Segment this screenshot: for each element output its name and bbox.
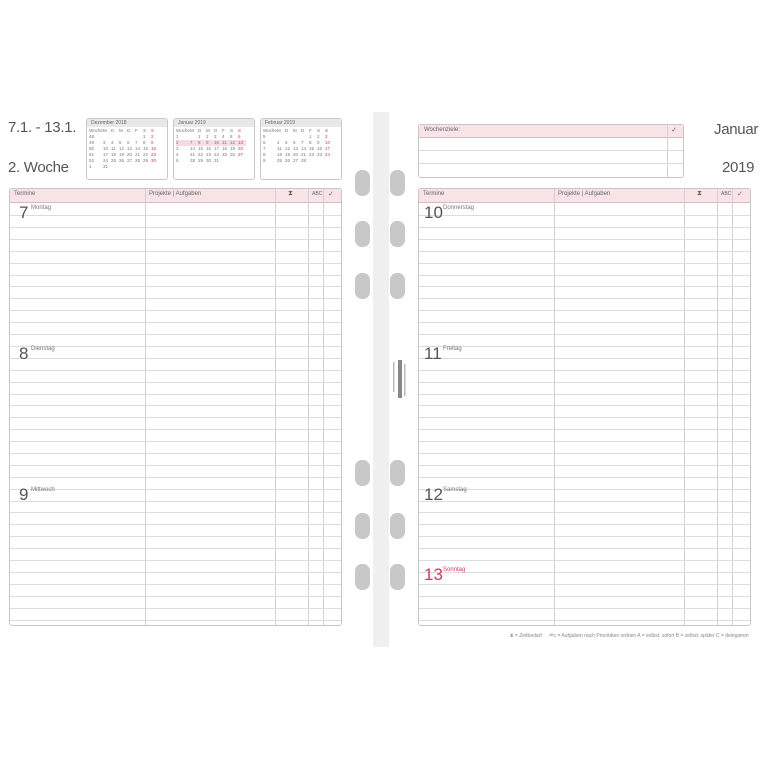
calendar-cell: 24 — [103, 158, 109, 163]
ruled-line — [10, 608, 341, 609]
ruled-line — [419, 322, 750, 323]
ruled-line — [10, 382, 341, 383]
ruled-line — [419, 572, 750, 573]
publisher-imprint — [391, 358, 409, 400]
calendar-cell — [317, 164, 325, 170]
binder-hole — [355, 513, 370, 539]
calendar-cell: 20 — [293, 152, 299, 157]
ruled-line — [419, 524, 750, 525]
binder-hole — [355, 221, 370, 247]
calendar-cell: 20 — [238, 146, 244, 151]
day-number: 7 — [19, 203, 29, 222]
calendar-cell: 19 — [230, 146, 236, 151]
calendar-cell: 7 — [190, 140, 198, 146]
calendar-cell: 29 — [198, 158, 204, 163]
calendar-cell: 1 — [176, 134, 179, 139]
calendar-cell: D — [127, 128, 131, 133]
calendar-cell: 9 — [206, 140, 214, 146]
ruled-line — [10, 275, 341, 276]
calendar-cell: F — [222, 128, 225, 133]
ruled-line — [419, 465, 750, 466]
calendar-cell: 18 — [111, 152, 117, 157]
calendar-cell: S — [230, 128, 234, 133]
ruled-line — [10, 536, 341, 537]
calendar-cell: 31 — [103, 164, 109, 169]
calendar-cell — [214, 164, 222, 170]
ruled-line — [10, 215, 341, 216]
legend-abc: = Aufgaben nach Prioritäten ordnen A = selbst, sofort B = selbst, später C = delegieren — [557, 633, 749, 639]
calendar-cell: D — [198, 128, 202, 133]
calendar-cell: 2 — [176, 140, 190, 146]
calendar-cell: 14 — [135, 146, 141, 151]
col-abc: ABC — [721, 191, 732, 197]
calendar-cell: 24 — [214, 152, 220, 157]
ruled-line — [10, 453, 341, 454]
ruled-line — [10, 227, 341, 228]
mini-calendar-december — [86, 118, 168, 180]
ruled-line — [10, 560, 341, 561]
calendar-cell — [309, 164, 317, 170]
col-projekte: Projekte | Aufgaben — [149, 191, 202, 197]
calendar-cell: S — [238, 128, 242, 133]
calendar-cell: 22 — [198, 152, 204, 157]
day-number: 10 — [424, 203, 443, 222]
calendar-cell: Woche — [263, 128, 277, 133]
calendar-cell: 9 — [317, 140, 320, 145]
ruled-line — [10, 346, 341, 347]
check-icon: ✓ — [671, 127, 677, 134]
week-label: 2. Woche — [8, 159, 69, 176]
ruled-line — [419, 620, 750, 621]
calendar-cell: 10 — [214, 140, 222, 146]
check-icon: ✓ — [737, 191, 743, 198]
ruled-line — [419, 382, 750, 383]
calendar-cell: 11 — [277, 146, 282, 151]
calendar-cell: 28 — [190, 158, 196, 163]
calendar-cell: 25 — [277, 158, 283, 163]
binder-hole — [390, 460, 405, 486]
calendar-cell: 1 — [89, 164, 92, 169]
legend-hourglass: = Zeitbedarf — [514, 633, 542, 639]
calendar-cell: 10 — [325, 140, 331, 145]
calendar-cell: 27 — [293, 158, 299, 163]
ruled-line — [419, 298, 750, 299]
calendar-cell: 18 — [277, 152, 283, 157]
ruled-line — [10, 620, 341, 621]
calendar-cell: Woche — [89, 128, 103, 133]
calendar-cell: 5 — [176, 158, 179, 163]
calendar-cell: 21 — [135, 152, 141, 157]
binder-hole — [390, 170, 405, 196]
calendar-cell: 26 — [285, 158, 291, 163]
calendar-cell: 8 — [263, 152, 266, 157]
abc-icon: ᴬᴮc — [549, 633, 556, 639]
ruled-line — [419, 215, 750, 216]
calendar-cell — [151, 164, 159, 170]
ruled-line — [10, 584, 341, 585]
ruled-line — [10, 417, 341, 418]
date-range: 7.1. - 13.1. — [8, 119, 77, 136]
calendar-cell: 25 — [111, 158, 117, 163]
calendar-cell: Woche — [176, 128, 190, 133]
calendar-cell: 30 — [151, 158, 157, 163]
calendar-cell: 52 — [89, 158, 95, 163]
calendar-cell: D — [301, 128, 305, 133]
calendar-cell: 5 — [119, 140, 122, 145]
calendar-cell — [301, 164, 309, 170]
calendar-cell: 17 — [325, 146, 331, 151]
calendar-cell: 49 — [89, 140, 95, 145]
calendar-cell: 8 — [309, 140, 312, 145]
calendar-cell: 28 — [135, 158, 141, 163]
ruled-line — [10, 263, 341, 264]
calendar-cell: 6 — [127, 140, 130, 145]
calendar-cell: F — [135, 128, 138, 133]
calendar-cell: 3 — [103, 140, 106, 145]
calendar-cell: 26 — [119, 158, 125, 163]
calendar-cell: 27 — [238, 152, 244, 157]
calendar-cell: 48 — [89, 134, 95, 139]
weekly-goals-label: Wochenziele: — [424, 127, 460, 133]
ruled-line — [419, 275, 750, 276]
ruled-line — [419, 263, 750, 264]
calendar-cell: 20 — [127, 152, 133, 157]
calendar-cell: 3 — [325, 134, 328, 139]
calendar-cell: M — [293, 128, 297, 133]
day-number: 9 — [19, 485, 29, 504]
binder-hole — [355, 273, 370, 299]
calendar-cell: M — [206, 128, 210, 133]
calendar-cell — [127, 164, 135, 170]
mini-calendar-grid — [89, 128, 159, 170]
calendar-cell: D — [111, 128, 115, 133]
calendar-cell: 13 — [127, 146, 133, 151]
day-name: Montag — [31, 205, 52, 211]
calendar-cell: 6 — [238, 134, 241, 139]
ruled-line — [419, 251, 750, 252]
calendar-week-row — [89, 164, 159, 170]
calendar-cell: M — [119, 128, 123, 133]
hourglass-icon: ⧗ — [288, 190, 293, 197]
calendar-cell: 15 — [198, 146, 204, 151]
calendar-cell: 7 — [301, 140, 304, 145]
day-name: Dienstag — [31, 346, 55, 352]
calendar-cell: 1 — [309, 134, 312, 139]
calendar-cell: 22 — [143, 152, 149, 157]
calendar-cell: 10 — [103, 146, 109, 151]
calendar-week-row — [176, 164, 246, 170]
calendar-cell: 5 — [263, 134, 266, 139]
calendar-cell: 6 — [263, 140, 266, 145]
calendar-cell: 9 — [263, 158, 266, 163]
calendar-cell — [285, 164, 293, 170]
calendar-cell — [293, 164, 301, 170]
calendar-cell: 50 — [89, 146, 95, 151]
ruled-line — [10, 548, 341, 549]
calendar-cell: 6 — [293, 140, 296, 145]
calendar-week-row — [263, 164, 333, 170]
calendar-cell: 15 — [143, 146, 149, 151]
ruled-line — [419, 358, 750, 359]
binder-hole — [390, 513, 405, 539]
col-abc: ABC — [312, 191, 323, 197]
ruled-line — [419, 370, 750, 371]
ruled-line — [10, 429, 341, 430]
calendar-cell: 14 — [301, 146, 307, 151]
weekly-goals-header — [419, 125, 683, 138]
ruled-line — [419, 405, 750, 406]
binder-hole — [355, 564, 370, 590]
binder-hole — [390, 221, 405, 247]
calendar-cell: 28 — [301, 158, 307, 163]
calendar-cell: 5 — [230, 134, 233, 139]
calendar-cell — [277, 164, 285, 170]
mini-calendar-title: Februar 2019 — [261, 119, 341, 127]
calendar-cell: 12 — [230, 140, 238, 146]
ruled-line — [419, 346, 750, 347]
calendar-cell: 11 — [222, 140, 230, 146]
day-name: Mittwoch — [31, 487, 55, 493]
check-icon: ✓ — [328, 191, 334, 198]
calendar-cell: 1 — [143, 134, 146, 139]
col-projekte: Projekte | Aufgaben — [558, 191, 611, 197]
calendar-cell: 16 — [206, 146, 212, 151]
calendar-cell: 23 — [206, 152, 212, 157]
ruled-line — [10, 512, 341, 513]
calendar-cell: S — [317, 128, 321, 133]
calendar-cell — [190, 164, 198, 170]
day-name: Donnerstag — [443, 205, 475, 211]
ruled-line — [10, 405, 341, 406]
ruled-line — [419, 548, 750, 549]
calendar-cell: 51 — [89, 152, 95, 157]
calendar-cell: 4 — [222, 134, 225, 139]
calendar-cell: 31 — [214, 158, 220, 163]
calendar-cell: D — [214, 128, 218, 133]
ruled-line — [10, 477, 341, 478]
calendar-cell: 24 — [325, 152, 331, 157]
panel-header — [419, 189, 750, 203]
calendar-cell: 23 — [151, 152, 157, 157]
calendar-cell: S — [325, 128, 329, 133]
calendar-cell: 18 — [222, 146, 228, 151]
calendar-cell: 5 — [285, 140, 288, 145]
calendar-cell: 21 — [190, 152, 196, 157]
calendar-cell — [176, 164, 190, 170]
calendar-cell: F — [309, 128, 312, 133]
binder-hole — [355, 170, 370, 196]
calendar-cell: D — [285, 128, 289, 133]
day-name-sunday: Sonntag — [443, 567, 466, 573]
calendar-cell: 3 — [214, 134, 217, 139]
calendar-cell: 3 — [176, 146, 179, 151]
ruled-line — [419, 536, 750, 537]
ruled-line — [10, 394, 341, 395]
binder-spine — [373, 112, 389, 647]
ruled-line — [10, 441, 341, 442]
day-number-sunday: 13 — [424, 565, 443, 584]
ruled-line — [10, 239, 341, 240]
calendar-cell: 19 — [285, 152, 291, 157]
day-name: Freitag — [443, 346, 462, 352]
ruled-line — [10, 358, 341, 359]
calendar-cell — [263, 164, 277, 170]
calendar-cell: 2 — [151, 134, 154, 139]
calendar-cell: 27 — [127, 158, 133, 163]
calendar-cell: S — [151, 128, 155, 133]
binder-hole — [390, 564, 405, 590]
ruled-line — [419, 501, 750, 502]
day-number: 11 — [424, 344, 442, 363]
ruled-line — [10, 370, 341, 371]
calendar-cell: 16 — [317, 146, 323, 151]
calendar-cell: 8 — [143, 140, 146, 145]
calendar-cell: 2 — [317, 134, 320, 139]
day-name: Samstag — [443, 487, 467, 493]
calendar-cell — [238, 164, 246, 170]
ruled-line — [10, 489, 341, 490]
calendar-cell: 29 — [143, 158, 149, 163]
ruled-line — [419, 596, 750, 597]
day-number: 12 — [424, 485, 443, 504]
ruled-line — [419, 227, 750, 228]
ruled-line — [10, 322, 341, 323]
right-day-panel — [418, 188, 751, 626]
ruled-line — [419, 310, 750, 311]
ruled-line — [419, 334, 750, 335]
binder-hole — [390, 273, 405, 299]
left-day-panel — [9, 188, 342, 626]
calendar-cell: 12 — [119, 146, 125, 151]
calendar-cell: 7 — [263, 146, 266, 151]
ruled-line — [10, 286, 341, 287]
ruled-line — [419, 429, 750, 430]
calendar-cell: 22 — [309, 152, 315, 157]
calendar-cell: 16 — [151, 146, 157, 151]
ruled-line — [419, 512, 750, 513]
calendar-cell: 4 — [176, 152, 179, 157]
ruled-line — [10, 334, 341, 335]
ruled-line — [10, 310, 341, 311]
calendar-cell: 4 — [277, 140, 280, 145]
calendar-cell: 2 — [206, 134, 209, 139]
calendar-cell: 17 — [214, 146, 220, 151]
panel-header — [10, 189, 341, 203]
hourglass-icon: ⧗ — [697, 190, 702, 197]
calendar-cell — [111, 164, 119, 170]
calendar-cell: M — [103, 128, 107, 133]
calendar-cell: 13 — [238, 140, 246, 146]
hourglass-icon: ⧗ — [510, 633, 514, 639]
ruled-line — [419, 417, 750, 418]
ruled-line — [419, 453, 750, 454]
binder-hole — [355, 460, 370, 486]
calendar-cell — [222, 164, 230, 170]
ruled-line — [10, 524, 341, 525]
ruled-line — [419, 239, 750, 240]
ruled-line — [419, 394, 750, 395]
calendar-cell — [325, 164, 333, 170]
col-termine: Termine — [423, 191, 445, 197]
ruled-line — [419, 584, 750, 585]
ruled-line — [10, 572, 341, 573]
mini-calendar-title: Januar 2019 — [174, 119, 254, 127]
calendar-cell: 7 — [135, 140, 138, 145]
ruled-line — [10, 596, 341, 597]
ruled-line — [419, 489, 750, 490]
mini-calendar-february — [260, 118, 342, 180]
ruled-line — [419, 560, 750, 561]
calendar-cell — [198, 164, 206, 170]
calendar-cell — [119, 164, 127, 170]
calendar-cell: 23 — [317, 152, 323, 157]
calendar-cell: 17 — [103, 152, 109, 157]
calendar-cell: 9 — [151, 140, 154, 145]
calendar-cell: M — [277, 128, 281, 133]
calendar-cell: 1 — [198, 134, 201, 139]
month-label: Januar — [714, 121, 759, 138]
ruled-line — [10, 298, 341, 299]
calendar-cell — [143, 164, 151, 170]
year-label: 2019 — [722, 159, 755, 176]
calendar-cell: M — [190, 128, 194, 133]
col-termine: Termine — [14, 191, 36, 197]
legend — [510, 633, 749, 639]
mini-calendar-grid — [263, 128, 333, 170]
calendar-cell — [206, 164, 214, 170]
ruled-line — [419, 441, 750, 442]
calendar-cell: 14 — [190, 146, 196, 151]
calendar-cell: 21 — [301, 152, 307, 157]
day-number: 8 — [19, 344, 29, 363]
calendar-cell — [135, 164, 143, 170]
calendar-cell: 12 — [285, 146, 291, 151]
calendar-cell: 8 — [198, 140, 206, 146]
ruled-line — [419, 477, 750, 478]
calendar-cell: 30 — [206, 158, 212, 163]
mini-calendar-january — [173, 118, 255, 180]
ruled-line — [10, 251, 341, 252]
calendar-cell: 13 — [293, 146, 299, 151]
weekly-goals-box[interactable] — [418, 124, 684, 178]
calendar-cell: 11 — [111, 146, 116, 151]
ruled-line — [10, 465, 341, 466]
calendar-cell: 15 — [309, 146, 315, 151]
calendar-cell — [230, 164, 238, 170]
calendar-cell: 19 — [119, 152, 125, 157]
mini-calendar-grid — [176, 128, 246, 170]
calendar-cell: 25 — [222, 152, 228, 157]
ruled-line — [10, 501, 341, 502]
ruled-line — [419, 608, 750, 609]
mini-calendar-title: Dezember 2018 — [87, 119, 167, 127]
calendar-cell: 4 — [111, 140, 114, 145]
calendar-cell: 26 — [230, 152, 236, 157]
calendar-cell: S — [143, 128, 147, 133]
ruled-line — [419, 286, 750, 287]
